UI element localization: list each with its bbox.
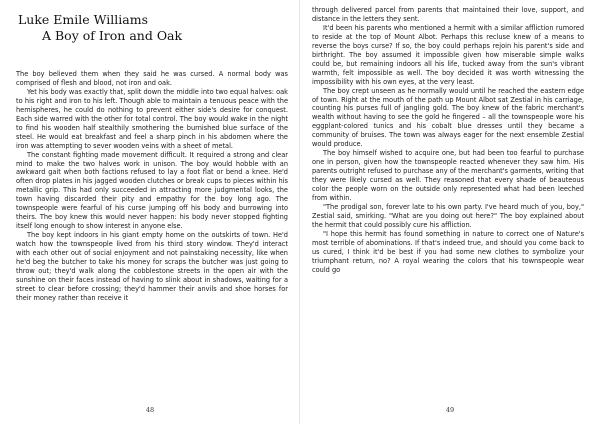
paragraph: through delivered parcel from parents that maintained their love, support, and distance in the letters they sent. xyxy=(312,6,584,23)
paragraph: The boy kept indoors in his giant empty home on the outskirts of town. He'd watch how the townspeople lived from his third story window. They'd interact with each other out of social enjoyment and not painstaking necessity, like when he'd beg the butcher to take his money for scraps the butcher was just going to throw out; they'd walk along the cobblestone streets in the open air with the sunshine on their faces instead of having to slink about in shadows, waiting for a street to clear before crossing; they'd hammer their anvils and shoe horses for their money rather than receive it xyxy=(16,231,288,302)
paragraph: The constant fighting made movement difficult. It required a strong and clear mind to make the two halves work in unison. The boy would hobble with an awkward gait when both factions refused to lay a foot flat or bend a knee. He'd often drop plates in his jagged wooden clutches or break cups to pieces within his metallic grip. This had only succeeded in attracting more judgmental looks, the town having discarded their pity and empathy for the boy long ago. The townspeople were fearful of his curse jumping off his body and burrowing into theirs. The boy knew this would never happen: his body never stopped fighting itself long enough to show interest in anyone else. xyxy=(16,150,288,231)
paragraph: The boy crept unseen as he normally would until he reached the eastern edge of town. Right at the mouth of the path up Mount Albot sat Zestial in his carriage, counting his purses full of jangling gold. The boy knew of the fabric merchant's wealth without having to see the gold he fingered – all the townspeople wore his eggplant-colored tunics and his cobalt blue dresses until they became a community of bruises. The town was always eager for the next ensemble Zestial would produce. xyxy=(312,86,584,149)
paragraph: Yet his body was exactly that, split down the middle into two equal halves: oak to his right and iron to his left. Though able to maintain a tenuous peace with the hemispheres, he could do nothing to prevent either side's desire for conquest. Each side warred with the other for total control. The boy would wake in the night to find his wooden half stealthily smothering the burnished blue surface of the steel. He would eat breakfast and feel a sharp pinch in his abdomen where the iron was attempting to sever wooden veins with a sheet of metal. xyxy=(16,87,288,150)
paragraph: "The prodigal son, forever late to his own party. I've heard much of you, boy," Zestial said, smirking. "What are you doing out here?" The boy explained about the hermit that could possibly cure his affliction. xyxy=(312,202,584,229)
paragraph: The boy believed them when they said he was cursed. A normal body was comprised of flesh and blood, not iron and oak. xyxy=(16,70,288,87)
paragraph: It'd been his parents who mentioned a hermit with a similar affliction rumored to reside at the top of Mount Albot. Perhaps this recluse knew of a means to reverse the boys curse? If so, the boy could perhaps rejoin his parent's side and birthright. The boy assumed it impossible given how miserable simple walks could be, but remaining indoors all his life, tucked away from the sun's vibrant warmth, felt impossible as well. The boy decided it was worth witnessing the impossibility with his own eyes, at the very least. xyxy=(312,23,584,86)
page-number: 48 xyxy=(145,406,155,414)
right-page-body xyxy=(312,6,584,275)
right-page xyxy=(300,0,600,424)
chapter-header xyxy=(18,12,288,44)
author-name: Luke Emile Williams xyxy=(18,12,148,27)
page-number: 49 xyxy=(445,406,455,414)
paragraph: The boy himself wished to acquire one, but had been too fearful to purchase one in person, given how the townspeople reacted whenever they saw him. His parents outright refused to purchase any of the merchant's garments, writing that they were likely cursed as well. They reasoned that every shade of beauteous color the people worn on the outside only represented what had been leeched from within. xyxy=(312,149,584,203)
paragraph: "I hope this hermit has found something in nature to correct one of Nature's most terrible of abominations. If that's indeed true, and should you come back to us cured, I think it'd be best if you had some new clothes to symbolize your triumphant return, no? A royal wearing the colors that his townspeople wear could go xyxy=(312,229,584,274)
left-page-body xyxy=(16,70,288,303)
story-title: A Boy of Iron and Oak xyxy=(42,28,183,43)
